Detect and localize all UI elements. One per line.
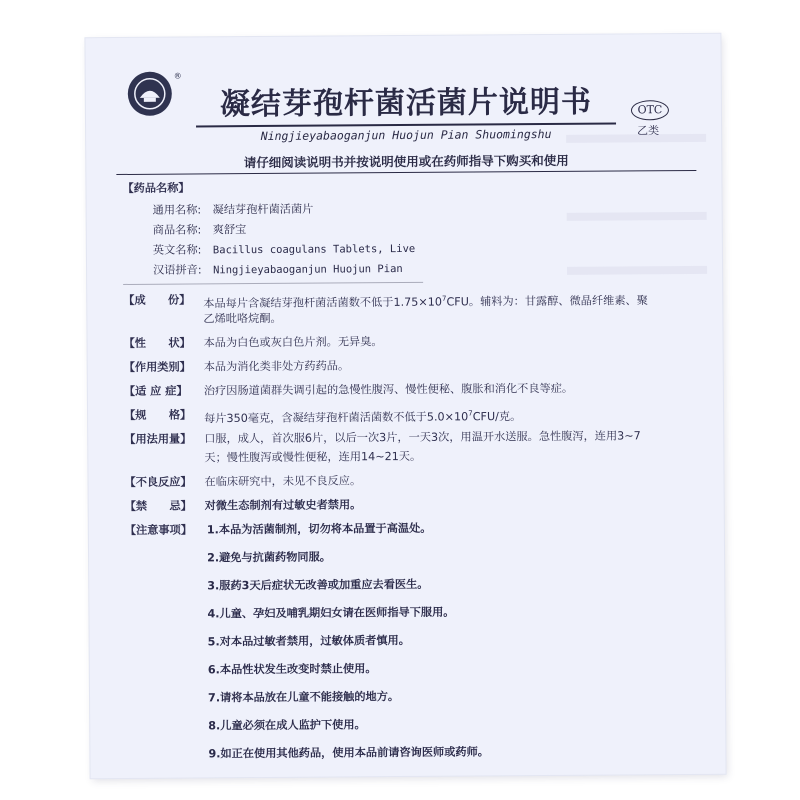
english-name-label: 英文名称: bbox=[152, 243, 202, 257]
pinyin-name-value: Ningjieyabaoganjun Huojun Pian bbox=[213, 263, 403, 277]
usage-instruction: 请仔细阅读说明书并按说明使用或在药师指导下购买和使用 bbox=[243, 152, 569, 171]
registered-mark: ® bbox=[173, 71, 182, 81]
specification-value bbox=[204, 404, 521, 428]
precaution-item: 8.儿童必须在成人监护下使用。 bbox=[208, 718, 366, 733]
composition-line2: 乙烯吡咯烷酮。 bbox=[203, 311, 282, 326]
composition-label: 【成 份】 bbox=[123, 293, 191, 307]
indications-value: 治疗因肠道菌群失调引起的急慢性腹泻、慢性便秘、腹胀和消化不良等症。 bbox=[203, 381, 574, 398]
instruction-sheet bbox=[85, 34, 725, 778]
generic-name-value: 凝结芽孢杆菌活菌片 bbox=[212, 202, 314, 217]
appearance-value: 本品为白色或灰白色片剂。无异臭。 bbox=[203, 335, 383, 350]
dosage-label: 【用法用量】 bbox=[124, 432, 192, 446]
category-label: 【作用类别】 bbox=[123, 360, 191, 374]
precaution-item: 3.服药3天后症状无改善或加重应去看医生。 bbox=[207, 577, 429, 593]
composition-text-part1: 本品每片含凝结芽孢杆菌活菌数不低于1.75×10 bbox=[203, 295, 443, 311]
trade-name-label: 商品名称: bbox=[152, 223, 202, 237]
dosage-line2: 天；慢性腹泻或慢性便秘，连用14~21天。 bbox=[204, 449, 422, 465]
precaution-item: 5.对本品过敏者禁用，过敏体质者慎用。 bbox=[207, 633, 410, 649]
appearance-label: 【性 状】 bbox=[123, 336, 191, 350]
precaution-item: 6.本品性状发生改变时禁止使用。 bbox=[207, 662, 377, 677]
drug-name-label: 【药品名称】 bbox=[122, 181, 190, 195]
otc-class: 乙类 bbox=[637, 124, 660, 138]
adverse-value: 在临床研究中，未见不良反应。 bbox=[204, 474, 362, 489]
specification-label: 【规 格】 bbox=[124, 408, 192, 422]
english-name-value: Bacillus coagulans Tablets, Live bbox=[212, 242, 416, 257]
precaution-item: 9.如正在使用其他药品，使用本品前请咨询医师或药师。 bbox=[208, 745, 490, 761]
contraindications-value: 对微生态制剂有过敏史者禁用。 bbox=[204, 498, 362, 513]
generic-name-label: 通用名称: bbox=[152, 203, 202, 217]
bleed-through bbox=[566, 134, 706, 143]
otc-badge: OTC bbox=[631, 100, 669, 120]
adverse-label: 【不良反应】 bbox=[124, 475, 192, 489]
contraindications-label: 【禁 忌】 bbox=[124, 499, 192, 513]
bleed-through bbox=[567, 212, 707, 221]
document-title: 凝结芽孢杆菌活菌片说明书 bbox=[219, 84, 593, 123]
precaution-item: 1.本品为活菌制剂，切勿将本品置于高温处。 bbox=[206, 521, 432, 537]
indications-label: 【适 应 症】 bbox=[123, 384, 188, 398]
dosage-line1: 口服，成人，首次服6片，以后一次3片，一天3次，用温开水送服。急性腹泻，连用3~7 bbox=[204, 429, 641, 446]
divider bbox=[123, 282, 423, 285]
composition-exponent: 7 bbox=[441, 294, 447, 303]
pinyin-name-label: 汉语拼音: bbox=[153, 263, 202, 277]
specification-exponent: 7 bbox=[468, 409, 473, 418]
title-pinyin: Ningjieyabaoganjun Huojun Pian Shuomingshu bbox=[260, 126, 552, 144]
precaution-item: 2.避免与抗菌药物同服。 bbox=[207, 550, 332, 565]
specification-text-part1: 每片350毫克，含凝结芽孢杆菌活菌数不低于5.0×10 bbox=[204, 410, 469, 426]
precaution-item: 7.请将本品放在儿童不能接触的地方。 bbox=[207, 690, 400, 705]
precaution-item: 4.儿童、孕妇及哺乳期妇女请在医师指导下服用。 bbox=[207, 605, 455, 621]
trade-name-value: 爽舒宝 bbox=[212, 223, 247, 237]
category-value: 本品为消化类非处方药药品。 bbox=[203, 359, 350, 374]
composition-text-part2: CFU。辅料为：甘露醇、微晶纤维素、聚 bbox=[446, 294, 648, 309]
brand-logo-icon bbox=[128, 72, 172, 116]
specification-text-part2: CFU/克。 bbox=[472, 409, 522, 424]
bleed-through bbox=[567, 266, 707, 275]
precautions-label: 【注意事项】 bbox=[124, 523, 193, 537]
